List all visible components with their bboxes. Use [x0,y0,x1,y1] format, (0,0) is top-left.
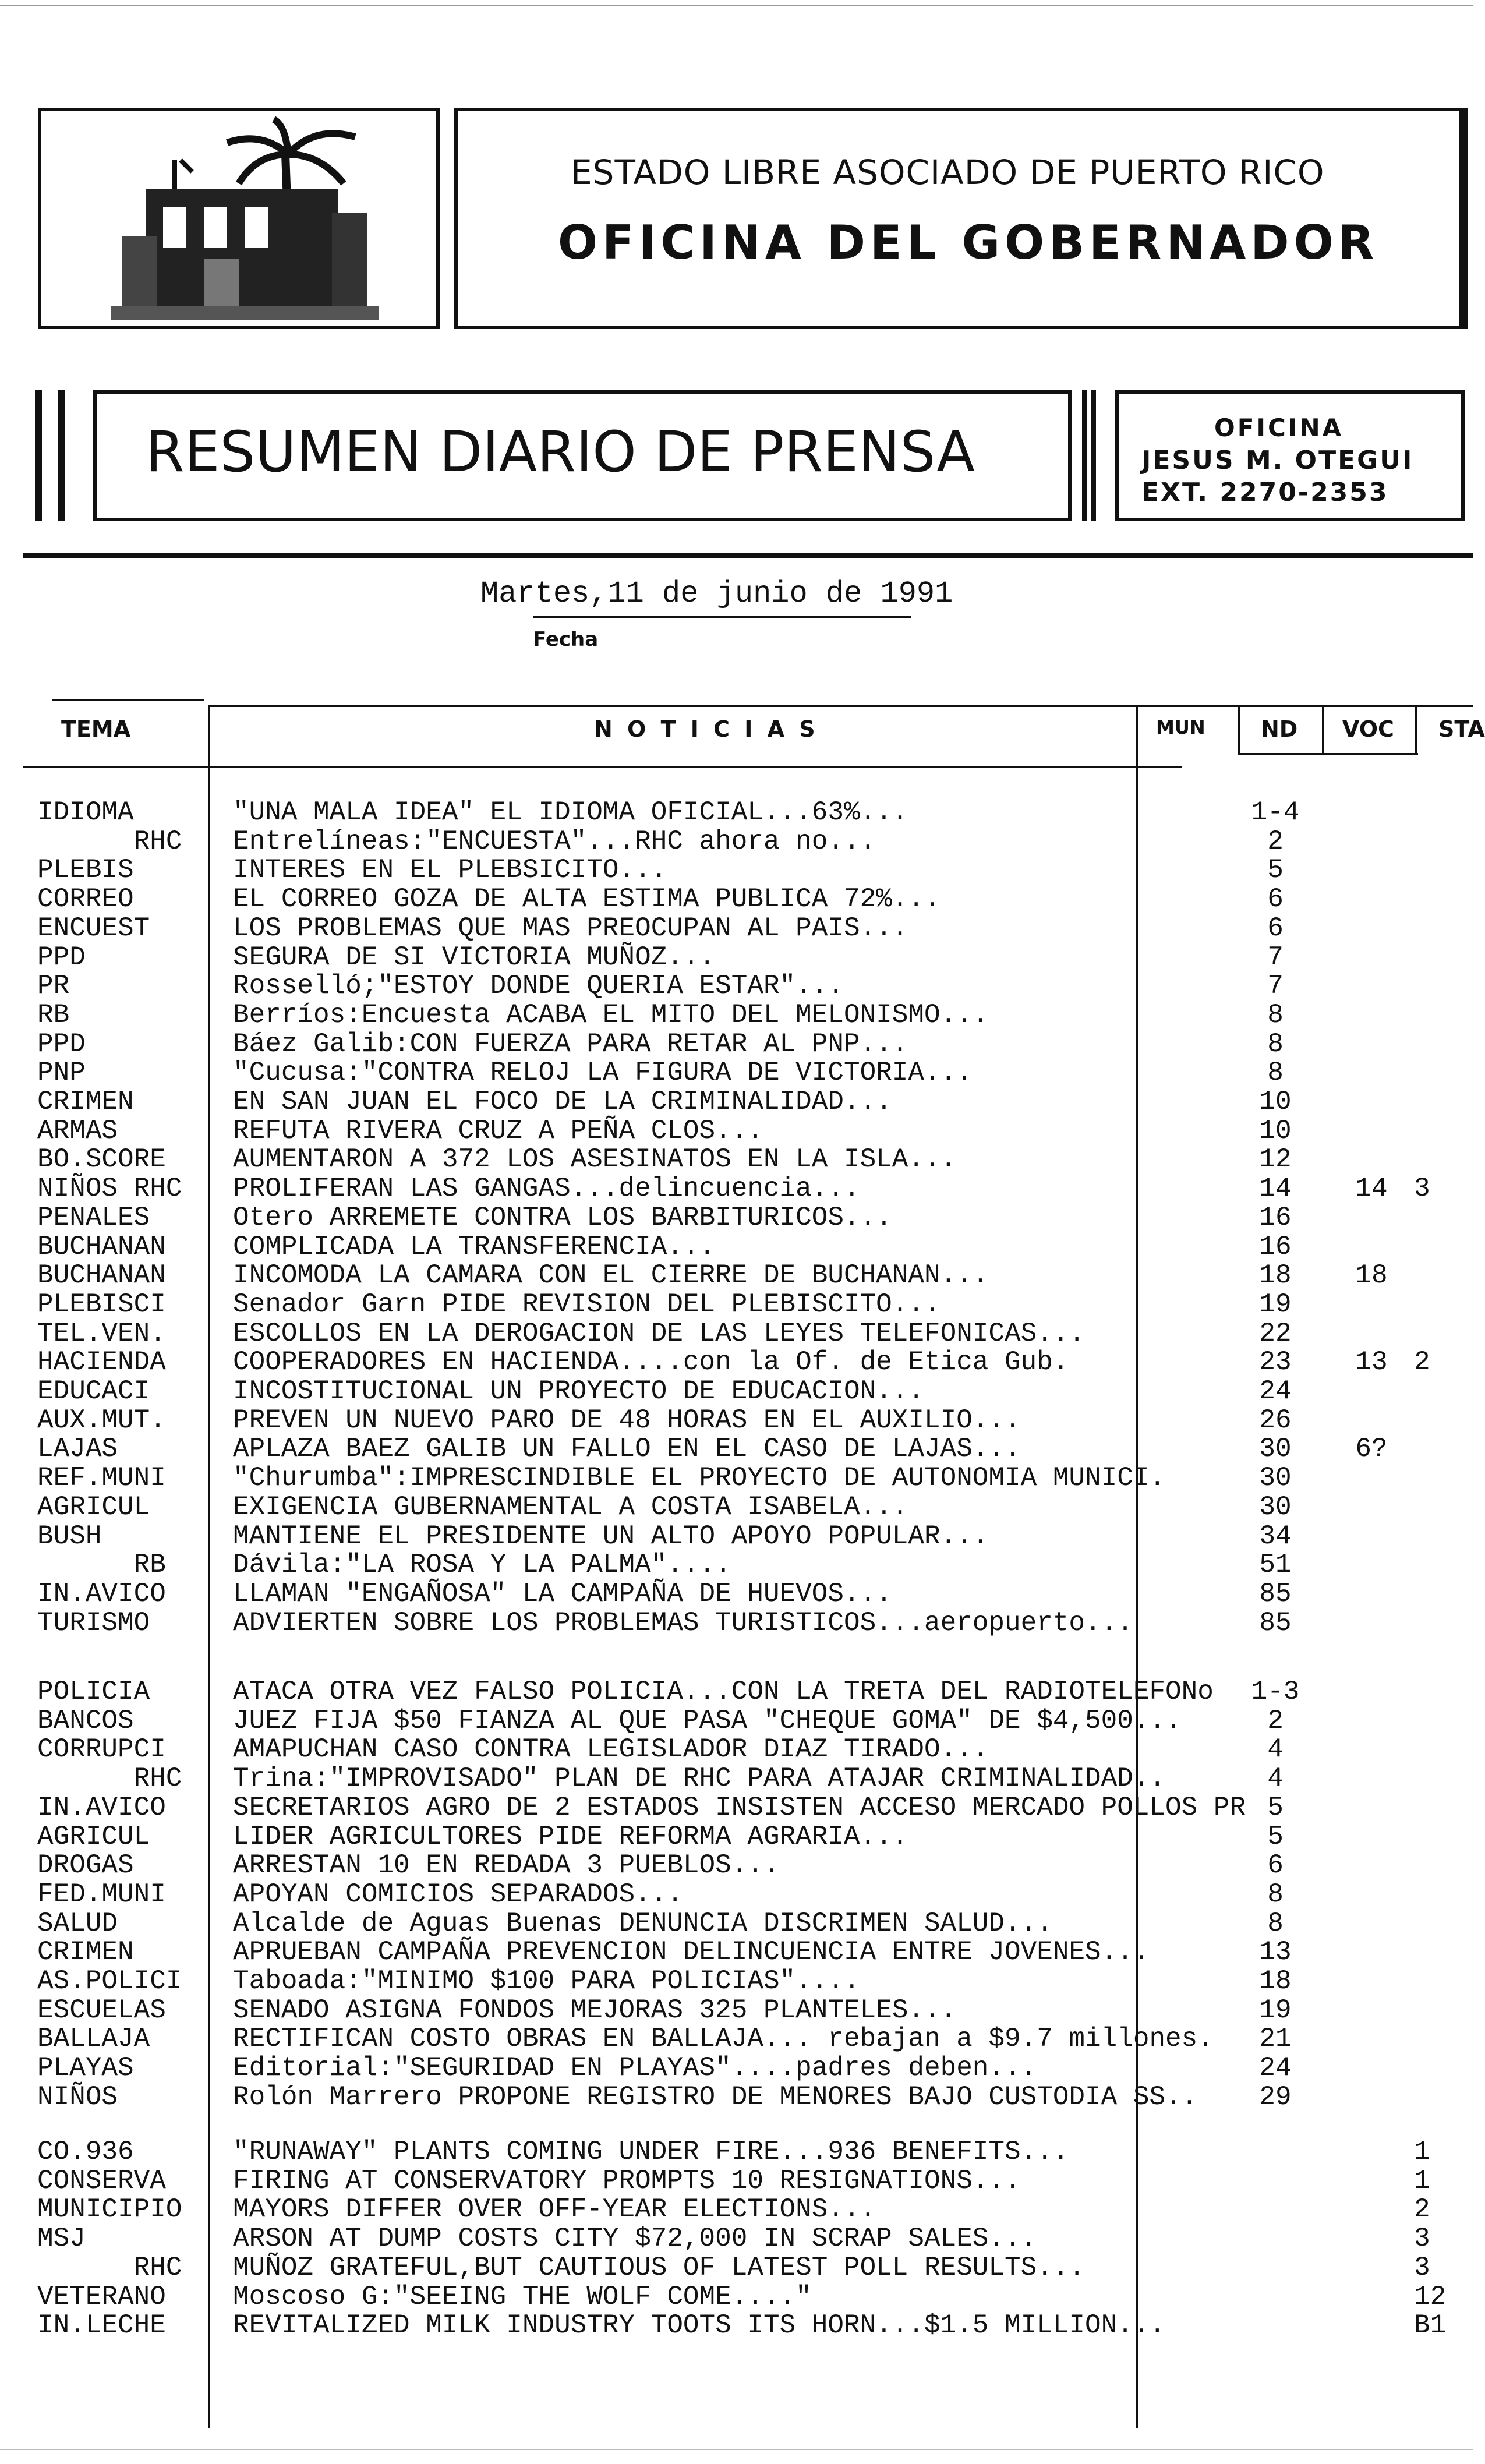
row-nd: 30 [1259,1491,1292,1522]
row-headline: Trina:"IMPROVISADO" PLAN DE RHC PARA ATAJAR CRIMINALIDAD.. [233,1763,1166,1794]
row-headline: Entrelíneas:"ENCUESTA"...RHC ahora no... [233,826,876,857]
row-headline: Rolón Marrero PROPONE REGISTRO DE MENORES BAJO CUSTODIA SS.. [233,2081,1198,2112]
row-tema: ESCUELAS [37,1995,166,2025]
row-tema: IN.AVICO [37,1578,166,1609]
office-frame-shadow [1459,108,1466,329]
row-headline: Editorial:"SEGURIDAD EN PLAYAS"....padres deben... [233,2053,1037,2084]
contact-name: JESUS M. OTEGUI [1141,446,1414,475]
row-tema: PR [37,971,70,1002]
row-headline: EXIGENCIA GUBERNAMENTAL A COSTA ISABELA... [233,1491,908,1522]
row-voc: 14 [1355,1173,1388,1204]
row-tema: RB [37,1550,166,1581]
voc-underline [1325,753,1418,755]
row-tema: CRIMEN [37,1087,134,1117]
row-tema: PNP [37,1058,86,1088]
row-tema: BUSH [37,1521,102,1551]
row-tema: RHC [37,2252,182,2283]
row-nd: 6 [1267,1850,1284,1881]
row-headline: AUMENTARON A 372 LOS ASESINATOS EN LA ISLA... [233,1144,957,1175]
row-tema: MSJ [37,2223,86,2254]
row-headline: Rosselló;"ESTOY DONDE QUERIA ESTAR"... [233,971,844,1002]
row-st: 3 [1414,2252,1430,2283]
row-nd: 34 [1259,1521,1292,1551]
row-nd: 24 [1259,2053,1292,2084]
row-headline: "RUNAWAY" PLANTS COMING UNDER FIRE...936 BENEFITS... [233,2137,1069,2167]
voc-column-line-right [1415,705,1417,754]
row-nd: 19 [1259,1995,1292,2025]
row-headline: SENADO ASIGNA FONDOS MEJORAS 325 PLANTELES... [233,1995,957,2025]
row-st: B1 [1414,2310,1447,2341]
row-headline: Moscoso G:"SEEING THE WOLF COME...." [233,2281,812,2312]
row-tema: BUCHANAN [37,1231,166,1262]
row-tema: PENALES [37,1202,150,1233]
row-tema: RHC [37,826,182,857]
row-headline: "Churumba":IMPRESCINDIBLE EL PROYECTO DE AUTONOMIA MUNICI. [233,1463,1166,1494]
column-header-tema: TEMA [61,716,131,742]
row-tema: BALLAJA [37,2024,150,2055]
column-header-voc: VOC [1342,716,1394,742]
row-tema: POLICIA [37,1677,150,1707]
row-nd: 18 [1259,1260,1292,1291]
row-nd: 30 [1259,1434,1292,1465]
office-name: OFICINA DEL GOBERNADOR [558,215,1379,270]
row-headline: APRUEBAN CAMPAÑA PREVENCION DELINCUENCIA ENTRE JOVENES... [233,1937,1150,1968]
row-st: 2 [1414,1347,1430,1378]
row-tema: AGRICUL [37,1491,150,1522]
row-headline: ADVIERTEN SOBRE LOS PROBLEMAS TURISTICOS...aeropuerto... [233,1607,1133,1638]
row-tema: PLAYAS [37,2053,134,2084]
row-tema: ARMAS [37,1115,118,1146]
row-headline: Senador Garn PIDE REVISION DEL PLEBISCITO... [233,1289,941,1320]
row-headline: Alcalde de Aguas Buenas DENUNCIA DISCRIMEN SALUD... [233,1908,1053,1939]
governor-mansion-seal [111,119,379,320]
row-nd: 1-3 [1251,1677,1300,1707]
row-headline: LOS PROBLEMAS QUE MAS PREOCUPAN AL PAIS... [233,913,908,943]
row-headline: SECRETARIOS AGRO DE 2 ESTADOS INSISTEN ACCESO MERCADO POLLOS PR [233,1792,1246,1823]
column-header-noticias: N O T I C I A S [594,716,819,742]
row-nd: 1-4 [1251,797,1300,828]
row-nd: 4 [1267,1734,1284,1765]
row-nd: 7 [1267,971,1284,1002]
tema-top-rule [52,699,204,701]
bottom-edge-line [0,2449,1473,2450]
nd-column-line-right [1322,705,1324,754]
row-nd: 51 [1259,1550,1292,1581]
row-nd: 19 [1259,1289,1292,1320]
row-tema: RHC [37,1763,182,1794]
nd-underline [1238,753,1325,755]
row-nd: 85 [1259,1607,1292,1638]
header-divider [23,553,1473,558]
row-tema: BANCOS [37,1705,134,1736]
row-headline: FIRING AT CONSERVATORY PROMPTS 10 RESIGNATIONS... [233,2165,1021,2196]
row-nd: 8 [1267,1879,1284,1910]
row-tema: CO.936 [37,2137,134,2167]
row-tema: NIÑOS RHC [37,1173,182,1204]
row-headline: EN SAN JUAN EL FOCO DE LA CRIMINALIDAD... [233,1087,892,1117]
row-nd: 30 [1259,1463,1292,1494]
row-tema: IN.AVICO [37,1792,166,1823]
row-nd: 4 [1267,1763,1284,1794]
row-nd: 14 [1259,1173,1292,1204]
row-tema: TEL.VEN. [37,1318,166,1349]
table-header-rule [23,766,1182,768]
row-headline: Dávila:"LA ROSA Y LA PALMA".... [233,1550,731,1581]
row-nd: 16 [1259,1231,1292,1262]
row-tema: AGRICUL [37,1821,150,1852]
row-headline: LLAMAN "ENGAÑOSA" LA CAMPAÑA DE HUEVOS... [233,1578,892,1609]
row-tema: AS.POLICI [37,1966,182,1996]
row-nd: 6 [1267,913,1284,943]
row-tema: PLEBIS [37,855,134,886]
row-tema: CONSERVA [37,2165,166,2196]
row-nd: 10 [1259,1115,1292,1146]
report-title: RESUMEN DIARIO DE PRENSA [146,419,975,485]
row-st: 1 [1414,2137,1430,2167]
row-nd: 22 [1259,1318,1292,1349]
row-tema: CORRUPCI [37,1734,166,1765]
nd-column-line-left [1238,705,1240,754]
row-headline: MANTIENE EL PRESIDENTE UN ALTO APOYO POPULAR... [233,1521,989,1551]
row-nd: 12 [1259,1144,1292,1175]
row-nd: 5 [1267,855,1284,886]
row-tema: PPD [37,1028,86,1059]
row-headline: PROLIFERAN LAS GANGAS...delincuencia... [233,1173,860,1204]
row-nd: 85 [1259,1578,1292,1609]
row-tema: TURISMO [37,1607,150,1638]
banner-right-bar-1 [1082,390,1087,521]
row-st: 3 [1414,1173,1430,1204]
banner-left-bar-2 [58,390,65,521]
row-headline: COOPERADORES EN HACIENDA....con la Of. de Etica Gub. [233,1347,1069,1378]
row-tema: HACIENDA [37,1347,166,1378]
banner-left-bar-1 [35,390,42,521]
row-headline: "Cucusa:"CONTRA RELOJ LA FIGURA DE VICTORIA... [233,1058,973,1088]
row-tema: BUCHANAN [37,1260,166,1291]
tema-column-line [208,705,210,2428]
row-tema: REF.MUNI [37,1463,166,1494]
row-nd: 2 [1267,826,1284,857]
date-underline [533,616,911,618]
date-value: Martes,11 de junio de 1991 [480,577,953,611]
row-tema: DROGAS [37,1850,134,1881]
row-st: 1 [1414,2165,1430,2196]
row-tema: IN.LECHE [37,2310,166,2341]
row-headline: LIDER AGRICULTORES PIDE REFORMA AGRARIA... [233,1821,908,1852]
row-tema: BO.SCORE [37,1144,166,1175]
row-nd: 5 [1267,1792,1284,1823]
row-headline: INTERES EN EL PLEBSICITO... [233,855,667,886]
row-st: 12 [1414,2281,1447,2312]
row-nd: 23 [1259,1347,1292,1378]
row-headline: ARSON AT DUMP COSTS CITY $72,000 IN SCRAP SALES... [233,2223,1037,2254]
row-headline: Báez Galib:CON FUERZA PARA RETAR AL PNP... [233,1028,908,1059]
row-headline: REFUTA RIVERA CRUZ A PEÑA CLOS... [233,1115,763,1146]
row-headline: APOYAN COMICIOS SEPARADOS... [233,1879,683,1910]
row-tema: SALUD [37,1908,118,1939]
row-tema: PLEBISCI [37,1289,166,1320]
row-nd: 10 [1259,1087,1292,1117]
row-tema: MUNICIPIO [37,2194,182,2225]
row-nd: 21 [1259,2024,1292,2055]
row-headline: MAYORS DIFFER OVER OFF-YEAR ELECTIONS... [233,2194,876,2225]
row-tema: VETERANO [37,2281,166,2312]
row-voc: 13 [1355,1347,1388,1378]
row-headline: RECTIFICAN COSTO OBRAS EN BALLAJA... rebajan a $9.7 millones. [233,2024,1214,2055]
row-nd: 24 [1259,1376,1292,1406]
column-header-mun: MUN [1156,716,1205,738]
row-headline: EL CORREO GOZA DE ALTA ESTIMA PUBLICA 72%... [233,884,941,915]
row-nd: 7 [1267,942,1284,973]
row-voc: 6? [1355,1434,1388,1465]
row-tema: AUX.MUT. [37,1405,166,1436]
row-headline: Taboada:"MINIMO $100 PARA POLICIAS".... [233,1966,860,1996]
row-st: 2 [1414,2194,1430,2225]
row-tema: LAJAS [37,1434,118,1465]
row-tema: EDUCACI [37,1376,150,1406]
row-headline: "UNA MALA IDEA" EL IDIOMA OFICIAL...63%... [233,797,908,828]
row-headline: PREVEN UN NUEVO PARO DE 48 HORAS EN EL AUXILIO... [233,1405,1021,1436]
row-nd: 2 [1267,1705,1284,1736]
row-nd: 26 [1259,1405,1292,1436]
row-headline: ARRESTAN 10 EN REDADA 3 PUEBLOS... [233,1850,780,1881]
row-headline: INCOSTITUCIONAL UN PROYECTO DE EDUCACION... [233,1376,924,1406]
row-headline: MUÑOZ GRATEFUL,BUT CAUTIOUS OF LATEST POLL RESULTS... [233,2252,1086,2283]
row-tema: PPD [37,942,86,973]
row-tema: IDIOMA [37,797,134,828]
row-headline: AMAPUCHAN CASO CONTRA LEGISLADOR DIAZ TIRADO... [233,1734,989,1765]
row-headline: SEGURA DE SI VICTORIA MUÑOZ... [233,942,716,973]
banner-right-bar-2 [1091,390,1096,521]
row-st: 3 [1414,2223,1430,2254]
row-nd: 6 [1267,884,1284,915]
row-headline: ATACA OTRA VEZ FALSO POLICIA...CON LA TRETA DEL RADIOTELEFONo [233,1677,1214,1707]
row-nd: 16 [1259,1202,1292,1233]
row-tema: CRIMEN [37,1937,134,1968]
contact-extension: EXT. 2270-2353 [1141,478,1389,507]
row-headline: ESCOLLOS EN LA DEROGACION DE LAS LEYES TELEFONICAS... [233,1318,1086,1349]
row-headline: Berríos:Encuesta ACABA EL MITO DEL MELONISMO... [233,999,989,1030]
row-nd: 8 [1267,999,1284,1030]
row-tema: RB [37,999,70,1030]
row-nd: 8 [1267,1028,1284,1059]
row-nd: 13 [1259,1937,1292,1968]
row-tema: FED.MUNI [37,1879,166,1910]
row-nd: 29 [1259,2081,1292,2112]
row-tema: NIÑOS [37,2081,118,2112]
column-header-st: STA [1438,716,1485,742]
row-headline: COMPLICADA LA TRANSFERENCIA... [233,1231,716,1262]
row-tema: CORREO [37,884,134,915]
row-nd: 18 [1259,1966,1292,1996]
contact-office: OFICINA [1214,413,1344,442]
column-header-nd: ND [1261,716,1298,742]
row-nd: 5 [1267,1821,1284,1852]
top-edge-line [0,5,1473,6]
row-headline: Otero ARREMETE CONTRA LOS BARBITURICOS... [233,1202,892,1233]
row-nd: 8 [1267,1058,1284,1088]
row-voc: 18 [1355,1260,1388,1291]
mun-column-line [1136,705,1138,2428]
row-tema: ENCUEST [37,913,150,943]
row-headline: APLAZA BAEZ GALIB UN FALLO EN EL CASO DE LAJAS... [233,1434,1021,1465]
state-name: ESTADO LIBRE ASOCIADO DE PUERTO RICO [571,153,1325,192]
row-headline: INCOMODA LA CAMARA CON EL CIERRE DE BUCHANAN... [233,1260,989,1291]
date-label: Fecha [533,628,599,651]
table-top-rule [210,705,1473,707]
row-nd: 8 [1267,1908,1284,1939]
row-headline: REVITALIZED MILK INDUSTRY TOOTS ITS HORN...$1.5 MILLION... [233,2310,1166,2341]
row-headline: JUEZ FIJA $50 FIANZA AL QUE PASA "CHEQUE GOMA" DE $4,500... [233,1705,1182,1736]
